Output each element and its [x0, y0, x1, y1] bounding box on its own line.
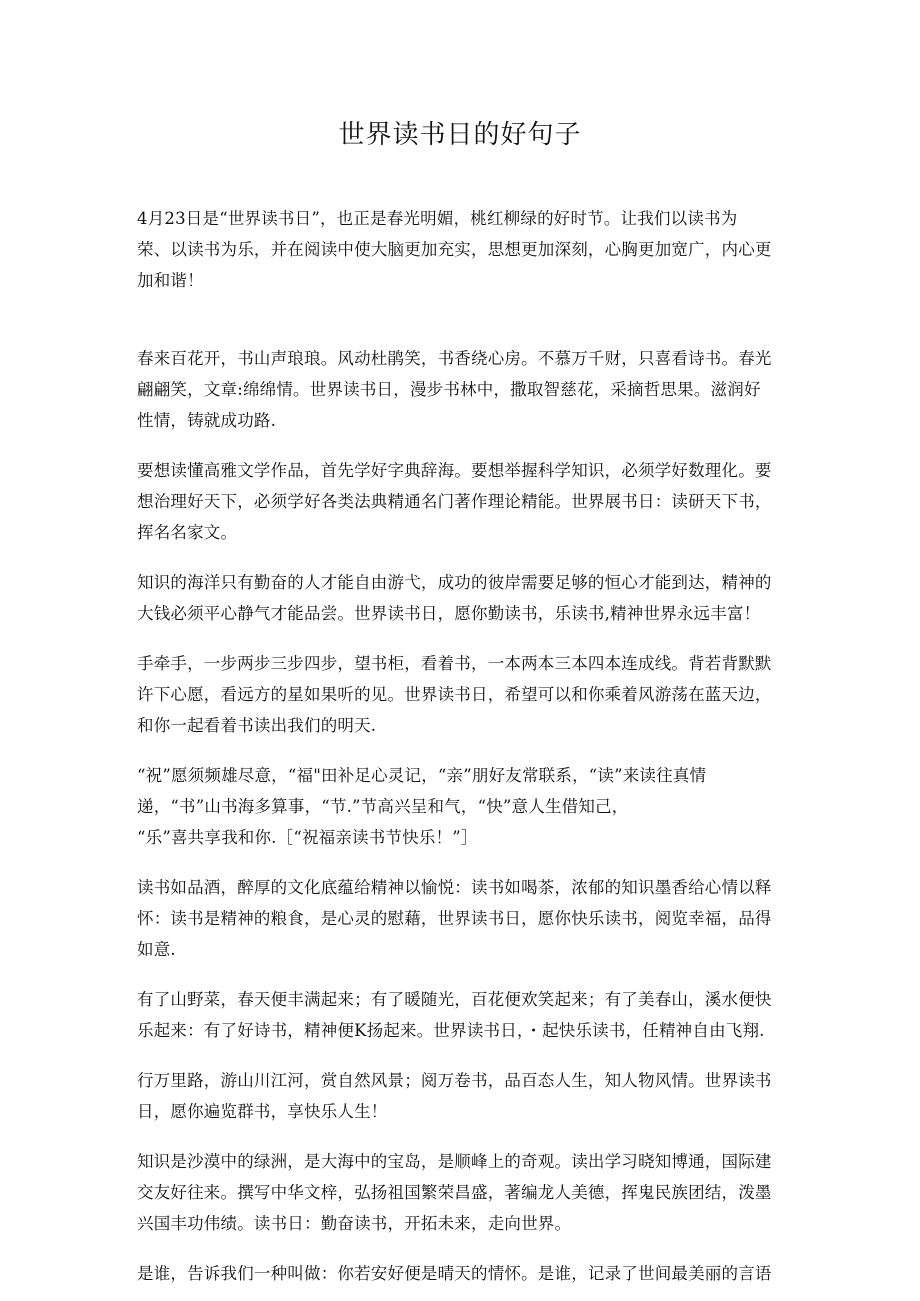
text-line: 4月23日是“世界读书日”，也正是春光明媚，桃红柳绿的好时节。让我们以读书为 — [137, 209, 738, 228]
text-line: 加和谐！ — [137, 271, 204, 290]
text-line: 日，愿你遍览群书，享快乐人生！ — [137, 1102, 388, 1121]
text-line: 翩翩笑，文章:绵绵情。世界读书日，漫步书林中，撒取智慈花，采摘哲思果。滋润好 — [137, 380, 761, 399]
text-line: 要想读懂高雅文学作品，首先学好字典辞海。要想举握科学知识，必须学好数理化。要 — [137, 461, 772, 480]
paragraph — [137, 203, 787, 296]
text-line: “祝”愿须频雄尽意，“福"田补足心灵记，“亲”朋好友常联系，“读”来读往真情 — [137, 766, 707, 785]
text-line: 和你一起看着书读出我们的明天. — [137, 716, 377, 735]
text-line: 递，“书”山书海多算事，“节.”节高兴呈和气，“快”意人生借知己， — [137, 797, 629, 816]
text-line: 怀：读书是精神的粮食，是心灵的慰藉，世界读书日，愿你快乐读书，阅览幸福，品得 — [137, 909, 772, 928]
paragraph — [137, 1146, 787, 1239]
text-line: 手牵手，一步两步三步四步，望书柜，看着书，一本两本三本四本连成线。背若背默默 — [137, 654, 772, 673]
text-line: 春来百花开，书山声琅琅。风动杜鹃笑，书香绕心房。不慕万千财，只喜看诗书。春光 — [137, 349, 772, 368]
text-line: 想治理好天下，必须学好各类法典精通名门著作理论精能。世界展书日：读研天下书， — [137, 492, 772, 511]
text-line: 乐起来：有了好诗书，精神便K扬起来。世界读书日，・起快乐读书，任精神自由飞翔. — [137, 1021, 765, 1040]
paragraph — [137, 872, 787, 965]
text-line: 大钱必须平心静气才能品尝。世界读书日，愿你勤读书，乐读书,精神世界永远丰富！ — [137, 604, 761, 623]
paragraph — [137, 1065, 787, 1127]
text-line: 挥名名家文。 — [137, 523, 238, 542]
paragraph — [137, 455, 787, 548]
paragraph — [137, 648, 787, 741]
document-body — [137, 203, 787, 1289]
paragraph — [137, 567, 787, 629]
text-line: 是谁，告诉我们一种叫做：你若安好便是晴天的情怀。是谁，记录了世间最美丽的言语 — [137, 1264, 772, 1283]
text-line: 读书如品酒，醉厚的文化底蕴给精神以愉悦：读书如喝茶，浓郁的知识墨香给心情以释 — [137, 878, 772, 897]
text-line: 许下心愿，看远方的星如果听的见。世界读书日，希望可以和你乘着风游荡在蓝天边， — [137, 685, 772, 704]
paragraph — [137, 343, 787, 436]
paragraph — [137, 984, 787, 1046]
document-title: 世界读书日的好句子 — [338, 120, 582, 150]
text-line: 交友好往来。撰写中华文梓，弘扬祖国繁荣昌盛，著编龙人美德，挥鬼民族团结，泼墨 — [137, 1183, 772, 1202]
text-line: “乐”喜共享我和你.［“祝福亲读书节快乐！”］ — [137, 828, 478, 847]
text-line: 知识是沙漠中的绿洲，是大海中的宝岛，是顺峰上的奇观。读出学习晓知博通，国际建 — [137, 1152, 772, 1171]
text-line: 荣、以读书为乐，并在阅读中使大脑更加充实，思想更加深刻，心胸更加宽广，内心更 — [137, 240, 772, 259]
text-line: 性情，铸就成功路. — [137, 411, 277, 430]
paragraph — [137, 760, 787, 853]
text-line: 有了山野菜，春天便丰满起来；有了暖随光，百花便欢笑起来；有了美春山，溪水便快 — [137, 990, 772, 1009]
text-line: 如意. — [137, 940, 176, 959]
text-line: 行万里路，游山川江河，赏自然风景；阅万卷书，品百态人生，知人物风情。世界读书 — [137, 1071, 772, 1090]
paragraph — [137, 1258, 787, 1289]
text-line: 兴国丰功伟绩。读书日：勤奋读书，开拓未来，走向世界。 — [137, 1214, 572, 1233]
text-line: 知识的海洋只有勤奋的人才能自由游弋，成功的彼岸需要足够的恒心才能到达，精神的 — [137, 573, 772, 592]
